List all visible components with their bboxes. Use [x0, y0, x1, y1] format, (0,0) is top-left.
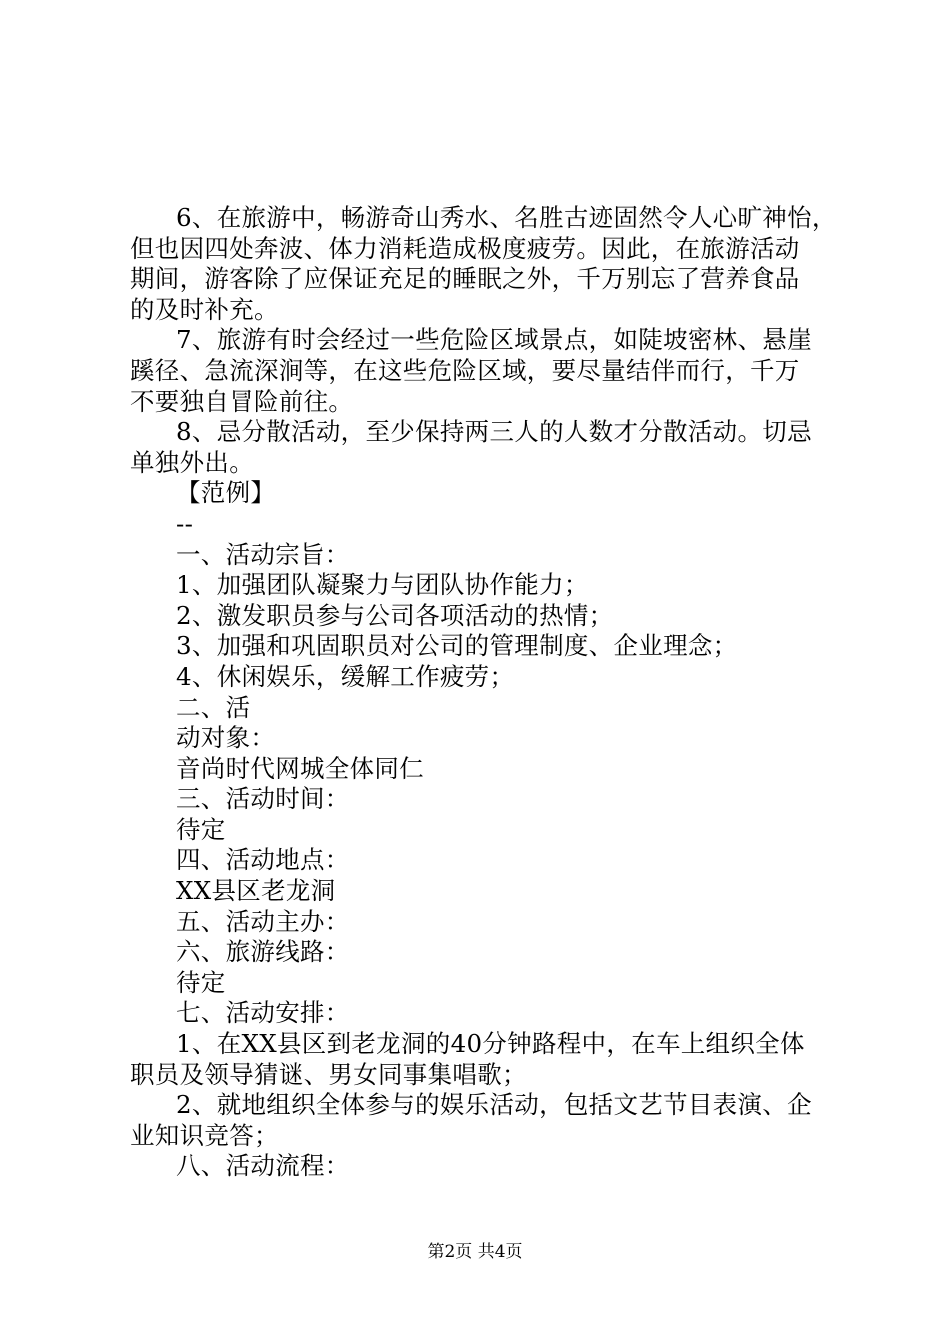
- paragraph-line: 职员及领导猜谜、男女同事集唱歌；: [130, 1059, 527, 1089]
- section-heading: 动对象：: [176, 723, 276, 753]
- paragraph-line: 单独外出。: [130, 447, 254, 477]
- document-body: [130, 203, 837, 1182]
- list-item: 4、休闲娱乐，缓解工作疲劳；: [176, 661, 515, 691]
- section-heading: 七、活动安排：: [176, 998, 350, 1028]
- paragraph-line: 6、在旅游中，畅游奇山秀水、名胜古迹固然令人心旷神怡，: [176, 203, 837, 232]
- paragraph-line: 但也因四处奔波、体力消耗造成极度疲劳。因此，在旅游活动: [130, 233, 800, 263]
- list-item: 1、加强团队凝聚力与团队协作能力；: [176, 570, 589, 600]
- list-item: 2、激发职员参与公司各项活动的热情；: [176, 600, 614, 630]
- list-item: 3、加强和巩固职员对公司的管理制度、企业理念；: [176, 631, 738, 661]
- page-footer: 第2页 共4页: [427, 1242, 523, 1262]
- section-heading: 【范例】: [176, 478, 276, 508]
- paragraph-line: 待定: [176, 967, 226, 997]
- section-heading: 八、活动流程：: [176, 1151, 350, 1181]
- section-heading: 二、活: [176, 692, 251, 722]
- paragraph-line: 不要独自冒险前往。: [130, 386, 354, 416]
- paragraph-line: 蹊径、急流深涧等，在这些危险区域，要尽量结伴而行，千万: [130, 355, 800, 385]
- list-item: 2、就地组织全体参与的娱乐活动，包括文艺节目表演、企: [176, 1090, 812, 1120]
- paragraph-line: 业知识竞答；: [130, 1120, 279, 1150]
- section-heading: 三、活动时间：: [176, 784, 350, 814]
- paragraph-line: 期间，游客除了应保证充足的睡眠之外，千万别忘了营养食品: [130, 264, 800, 294]
- paragraph-line: 7、旅游有时会经过一些危险区域景点，如陡坡密林、悬崖: [176, 325, 812, 355]
- separator-text: --: [176, 508, 194, 538]
- paragraph-line: 音尚时代网城全体同仁: [176, 753, 424, 783]
- section-heading: 一、活动宗旨：: [176, 539, 350, 569]
- section-heading: 六、旅游线路：: [176, 937, 350, 967]
- paragraph-line: 待定: [176, 814, 226, 844]
- section-heading: 五、活动主办：: [176, 906, 350, 936]
- list-item: 1、在XX县区到老龙洞的40分钟路程中，在车上组织全体: [176, 1029, 805, 1059]
- paragraph-line: 8、忌分散活动，至少保持两三人的人数才分散活动。切忌: [176, 417, 812, 447]
- section-heading: 四、活动地点：: [176, 845, 350, 875]
- paragraph-line: XX县区老龙洞: [176, 876, 336, 906]
- paragraph-line: 的及时补充。: [130, 294, 279, 324]
